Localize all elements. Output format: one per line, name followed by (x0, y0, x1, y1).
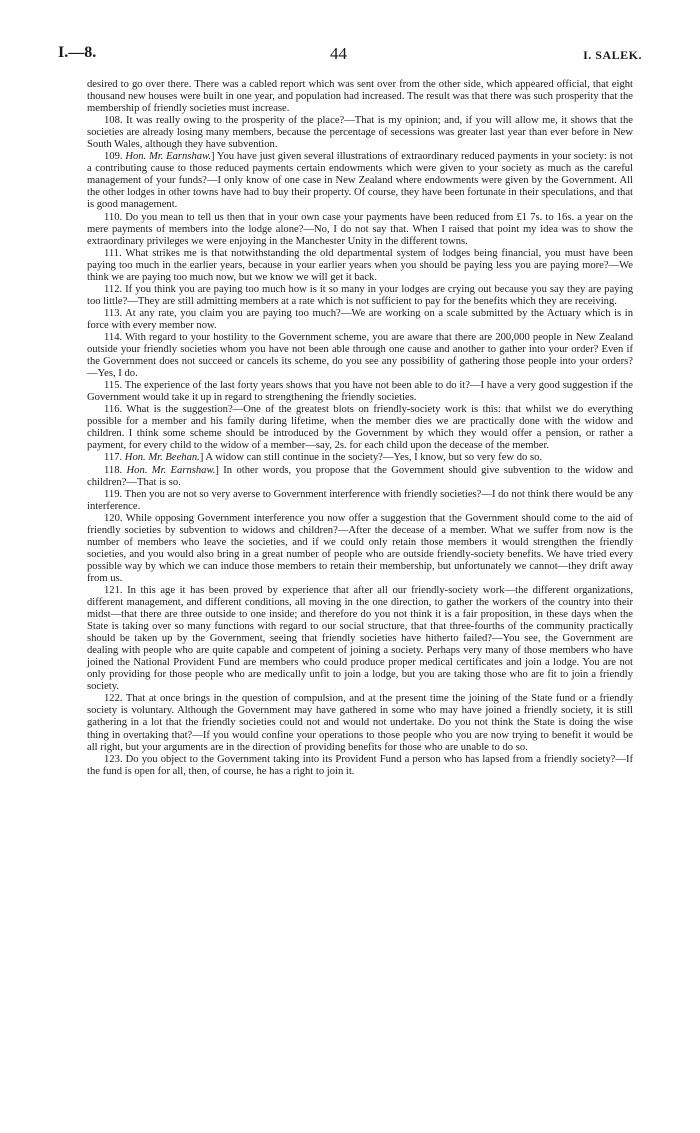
paragraph-text: desired to go over there. There was a cabled report which was sent over from the other side, which appeared official, that eight thousand new houses were built in one year, and population had increased. The result was that there was such prosperity that the membership of friendly societies must increase. (87, 79, 633, 115)
paragraph-text: 121. In this age it has been proved by experience that after all our friendly-society work—the different organizations, different management, and different conditions, all moving in the one direction, to gather the workers of the country into their midst—that there are three outside to one inside; and therefore do you not think it is a fair proposition, in these days when the State is taking over so many functions with regard to our social structure, that that three-fourths of the community practically should be taken up by the Government, seeing that friendly societies have hitherto failed?—You see, the Government are dealing with people who are quite capable and competent of joining a society. Perhaps very many of those members who have joined the National Provident Fund are members who could produce proper medical certificates and join a lodge. You are not only providing for those people who are medically unfit to join a lodge, but you are taking those who are fit to join a friendly society. (87, 584, 633, 693)
question-119 (87, 489, 633, 513)
witness-name: I. SALEK. (583, 48, 642, 62)
question-114 (87, 332, 633, 380)
page-reference: I.—8. (58, 44, 97, 61)
paragraph-text: 120. While opposing Government interference you now offer a suggestion that the Government should come to the aid of friendly societies by subvention to widows and children?—After the decease of a member. What we suffer from now is the number of members who leave the societies, and if we could only retain those members it would strengthen the friendly societies, and you would also bring in a great number of people who are outside friendly-society benefits. We have tried every possible way by which we can induce those members to retain their membership, but unfortunately we cannot—they drift away from us. (87, 512, 633, 584)
paragraph-text: 115. The experience of the last forty years shows that you have not been able to do it?—I have a very good suggestion if the Government would take it up in regard to strengthening the friendly societies. (87, 380, 633, 404)
speaker-name: Hon. Mr. Earnshaw. (126, 464, 216, 476)
paragraph-text: 108. It was really owing to the prosperity of the place?—That is my opinion; and, if you will allow me, it shows that the societies are already losing many members, because the percentage of secessions was greater last year than ever before in New South Wales, although they have subvention. (87, 115, 633, 151)
question-113 (87, 308, 633, 332)
question-118 (87, 465, 633, 489)
question-112 (87, 284, 633, 308)
paragraph-text: 110. Do you mean to tell us then that in your own case your payments have been reduced from £1 7s. to 16s. a year on the mere payments of members into the lodge alone?—No, I do not say that. When I raised that point my idea was to show the extraordinary privileges we were enjoying in the Manchester Unity in the different towns. (87, 211, 633, 247)
paragraph-text: ] You have just given several illustrations of extraordinary reduced payments in your society: is not a contributing cause to those reduced payments certain endowments which were given to your society as much as the careful management of your funds?—I only know of one case in New Zealand where endowments were given by the Government. All the other lodges in other towns have had to buy their property. Of course, they have been fortunate in their speculations, and that is good management. (87, 151, 633, 211)
question-111 (87, 248, 633, 284)
question-121 (87, 585, 633, 693)
question-109 (87, 151, 633, 211)
document-body (87, 79, 633, 778)
question-number: 109. (104, 151, 126, 163)
question-117 (87, 452, 633, 464)
question-120 (87, 513, 633, 585)
speaker-name: Hon. Mr. Beehan. (124, 452, 200, 464)
question-number: 118. (104, 464, 127, 476)
paragraph-text: ] In other words, you propose that the Government should give subvention to the widow and children?—That is so. (87, 464, 633, 488)
speaker-name: Hon. Mr. Earnshaw. (125, 151, 212, 163)
question-122 (87, 693, 633, 753)
paragraph-text: 111. What strikes me is that notwithstanding the old departmental system of lodges being financial, you must have been paying too much in the earlier years, because in your earlier years when you should be paying less you are paying more?—We think we are paying too much now, but we know we will get it back. (87, 247, 633, 283)
question-110 (87, 212, 633, 248)
question-number: 117. (104, 452, 125, 464)
page-number: 44 (330, 44, 347, 63)
question-108 (87, 115, 633, 151)
paragraph-text: 116. What is the suggestion?—One of the greatest blots on friendly-society work is this: that whilst we do everything possible for a member and his family during lifetime, when the member dies we are practically done with the widow and children. I think some scheme should be introduced by the Government by which they would offer a pension, or rather a payment, for every child to the widow of a member—say, 2s. for each child upon the decease of the member. (87, 404, 633, 452)
paragraph-text: 112. If you think you are paying too much how is it so many in your lodges are crying out because you say they are paying too little?—They are still admitting members at a rate which is not sufficient to pay for the benefits which they are receiving. (87, 283, 633, 307)
question-115 (87, 380, 633, 404)
question-123 (87, 754, 633, 778)
paragraph-text: 113. At any rate, you claim you are paying too much?—We are working on a scale submitted by the Actuary which is in force with every member now. (87, 307, 633, 331)
paragraph-text: ] A widow can still continue in the society?—Yes, I know, but so very few do so. (199, 452, 543, 464)
paragraph-continuation (87, 79, 633, 115)
question-116 (87, 404, 633, 452)
paragraph-text: 122. That at once brings in the question of compulsion, and at the present time the joining of the State fund or a friendly society is voluntary. Although the Government may have gathered in some who may have joined a friendly society, it is still gathering in a lot that the friendly societies could not and would not undertake. Do you not think the State is doing the wise thing in overtaking that?—If you would confine your operations to those people who you are now trying to benefit it would be all right, but your arguments are in the direction of providing benefits for those who are unable to do so. (87, 693, 633, 753)
paragraph-text: 123. Do you object to the Government taking into its Provident Fund a person who has lapsed from a friendly society?—If the fund is open for all, then, of course, he has a right to join it. (87, 753, 633, 777)
paragraph-text: 114. With regard to your hostility to the Government scheme, you are aware that there are 200,000 people in New Zealand outside your friendly societies whom you have not been able through one cause and another to gather into your order? Even if the Government does not succeed or cancels its scheme, do you see any possibility of gathering those people into your orders?—Yes, I do. (87, 331, 633, 380)
paragraph-text: 119. Then you are not so very averse to Government interference with friendly societies?—I do not think there would be any interference. (87, 488, 633, 512)
